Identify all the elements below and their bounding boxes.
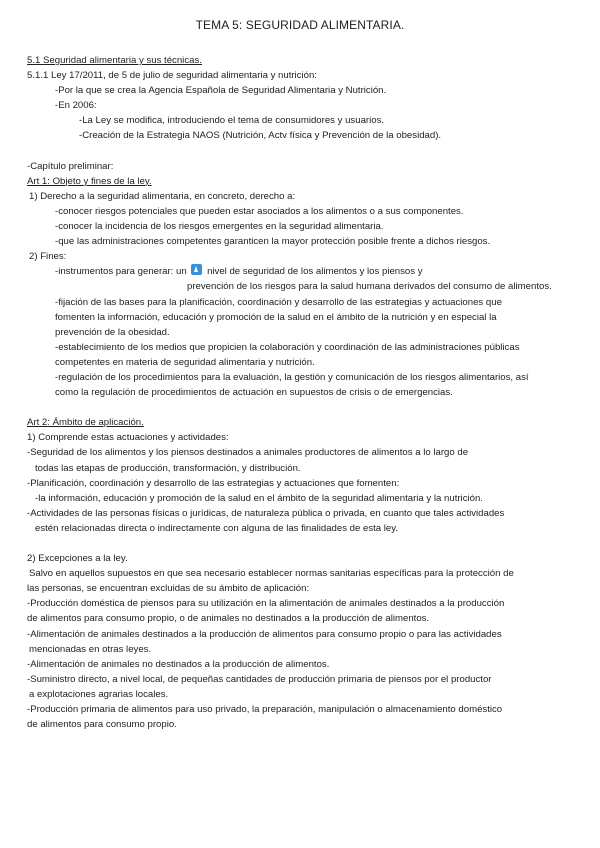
text-line: 1) Derecho a la seguridad alimentaria, en concreto, derecho a: [29, 190, 296, 202]
text-line: -Por la que se crea la Agencia Española de Seguridad Alimentaria y Nutrición. [55, 85, 387, 97]
text-line: prevención de los riesgos para la salud humana derivados del consumo de alimentos. [187, 281, 552, 293]
text-line: -La Ley se modifica, introduciendo el tema de consumidores y usuarios. [79, 115, 385, 127]
text-fragment: -instrumentos para generar: un [55, 266, 187, 278]
text-line: -fijación de las bases para la planificación, coordinación y desarrollo de las estrategias y actuaciones que [55, 296, 502, 308]
text-line: mencionadas en otras leyes. [29, 643, 152, 655]
text-line: -la información, educación y promoción de la salud en el ámbito de la seguridad alimentaria y la nutrición. [35, 492, 483, 504]
text-line: prevención de la obesidad. [55, 326, 170, 338]
text-line: -establecimiento de los medios que propicien la colaboración y coordinación de las administraciones públicas [55, 341, 520, 353]
text-line: -regulación de los procedimientos para la evaluación, la gestión y comunicación de los riesgos alimentarios, así [55, 371, 529, 383]
article-2-heading: Art 2: Ámbito de aplicación. [27, 417, 144, 429]
text-line: de alimentos para consumo propio. [27, 719, 177, 731]
text-line: competentes en materia de seguridad alimentaria y nutrición. [55, 356, 315, 368]
text-line: -Actividades de las personas físicas o jurídicas, de naturaleza pública o privada, en cuanto que tales actividades [27, 507, 505, 519]
text-line: -conocer riesgos potenciales que pueden estar asociados a los alimentos o a sus componentes. [55, 205, 464, 217]
text-line: -Creación de la Estrategia NAOS (Nutrición, Actv física y Prevención de la obesidad). [79, 130, 442, 142]
text-line: 2) Fines: [29, 251, 67, 263]
text-line: 1) Comprende estas actuaciones y actividades: [27, 432, 229, 444]
text-line: -En 2006: [55, 100, 97, 112]
text-line: 2) Excepciones a la ley. [27, 553, 128, 565]
text-line: fomenten la información, educación y promoción de la salud en el ámbito de la nutrición y en especial la [55, 311, 497, 323]
text-line: -Producción doméstica de piensos para su utilización en la alimentación de animales destinados a la producción [27, 598, 505, 610]
text-line: estén relacionadas directa o indirectamente con alguna de las finalidades de esta ley. [35, 522, 399, 534]
text-line: todas las etapas de producción, transformación, y distribución. [35, 462, 301, 474]
text-line: -Seguridad de los alimentos y los piensos destinados a animales productores de alimentos a lo largo de [27, 447, 469, 459]
subsection-heading-5-1-1: 5.1.1 Ley 17/2011, de 5 de julio de seguridad alimentaria y nutrición: [27, 70, 317, 82]
document-body [27, 53, 587, 732]
section-heading-5-1: 5.1 Seguridad alimentaria y sus técnicas. [27, 55, 202, 66]
text-line: -que las administraciones competentes garanticen la mayor protección posible frente a dichos riesgos. [55, 236, 491, 248]
arrow-up-icon [191, 264, 202, 275]
text-line [27, 264, 587, 279]
text-line: -Producción primaria de alimentos para uso privado, la preparación, manipulación o almacenamiento doméstico [27, 704, 503, 716]
text-line: como la regulación de procedimientos de actuación en supuestos de crisis o de emergencias. [55, 387, 453, 399]
text-fragment: nivel de seguridad de los alimentos y los piensos y [207, 266, 423, 278]
text-line: -Suministro directo, a nivel local, de pequeñas cantidades de producción primaria de piensos por el productor [27, 673, 492, 685]
text-line: -Capítulo preliminar: [27, 160, 114, 172]
article-1-heading: Art 1: Objeto y fines de la ley. [27, 175, 152, 187]
text-line: -Alimentación de animales destinados a la producción de alimentos para consumo propio o para las actividades [27, 628, 502, 640]
text-line: -Planificación, coordinación y desarrollo de las estrategias y actuaciones que fomenten: [27, 477, 400, 489]
text-line: las personas, se encuentran excluidas de su ámbito de aplicación: [27, 583, 310, 595]
text-line: a explotaciones agrarias locales. [29, 688, 169, 700]
text-line: de alimentos para consumo propio, o de animales no destinados a la producción de alimentos. [27, 613, 430, 625]
text-line: Salvo en aquellos supuestos en que sea necesario establecer normas sanitarias específicas para la protección de [29, 568, 514, 580]
page-title: TEMA 5: SEGURIDAD ALIMENTARIA. [195, 18, 405, 32]
text-line: -conocer la incidencia de los riesgos emergentes en la seguridad alimentaria. [55, 221, 384, 233]
text-line: -Alimentación de animales no destinados a la producción de alimentos. [27, 658, 330, 670]
